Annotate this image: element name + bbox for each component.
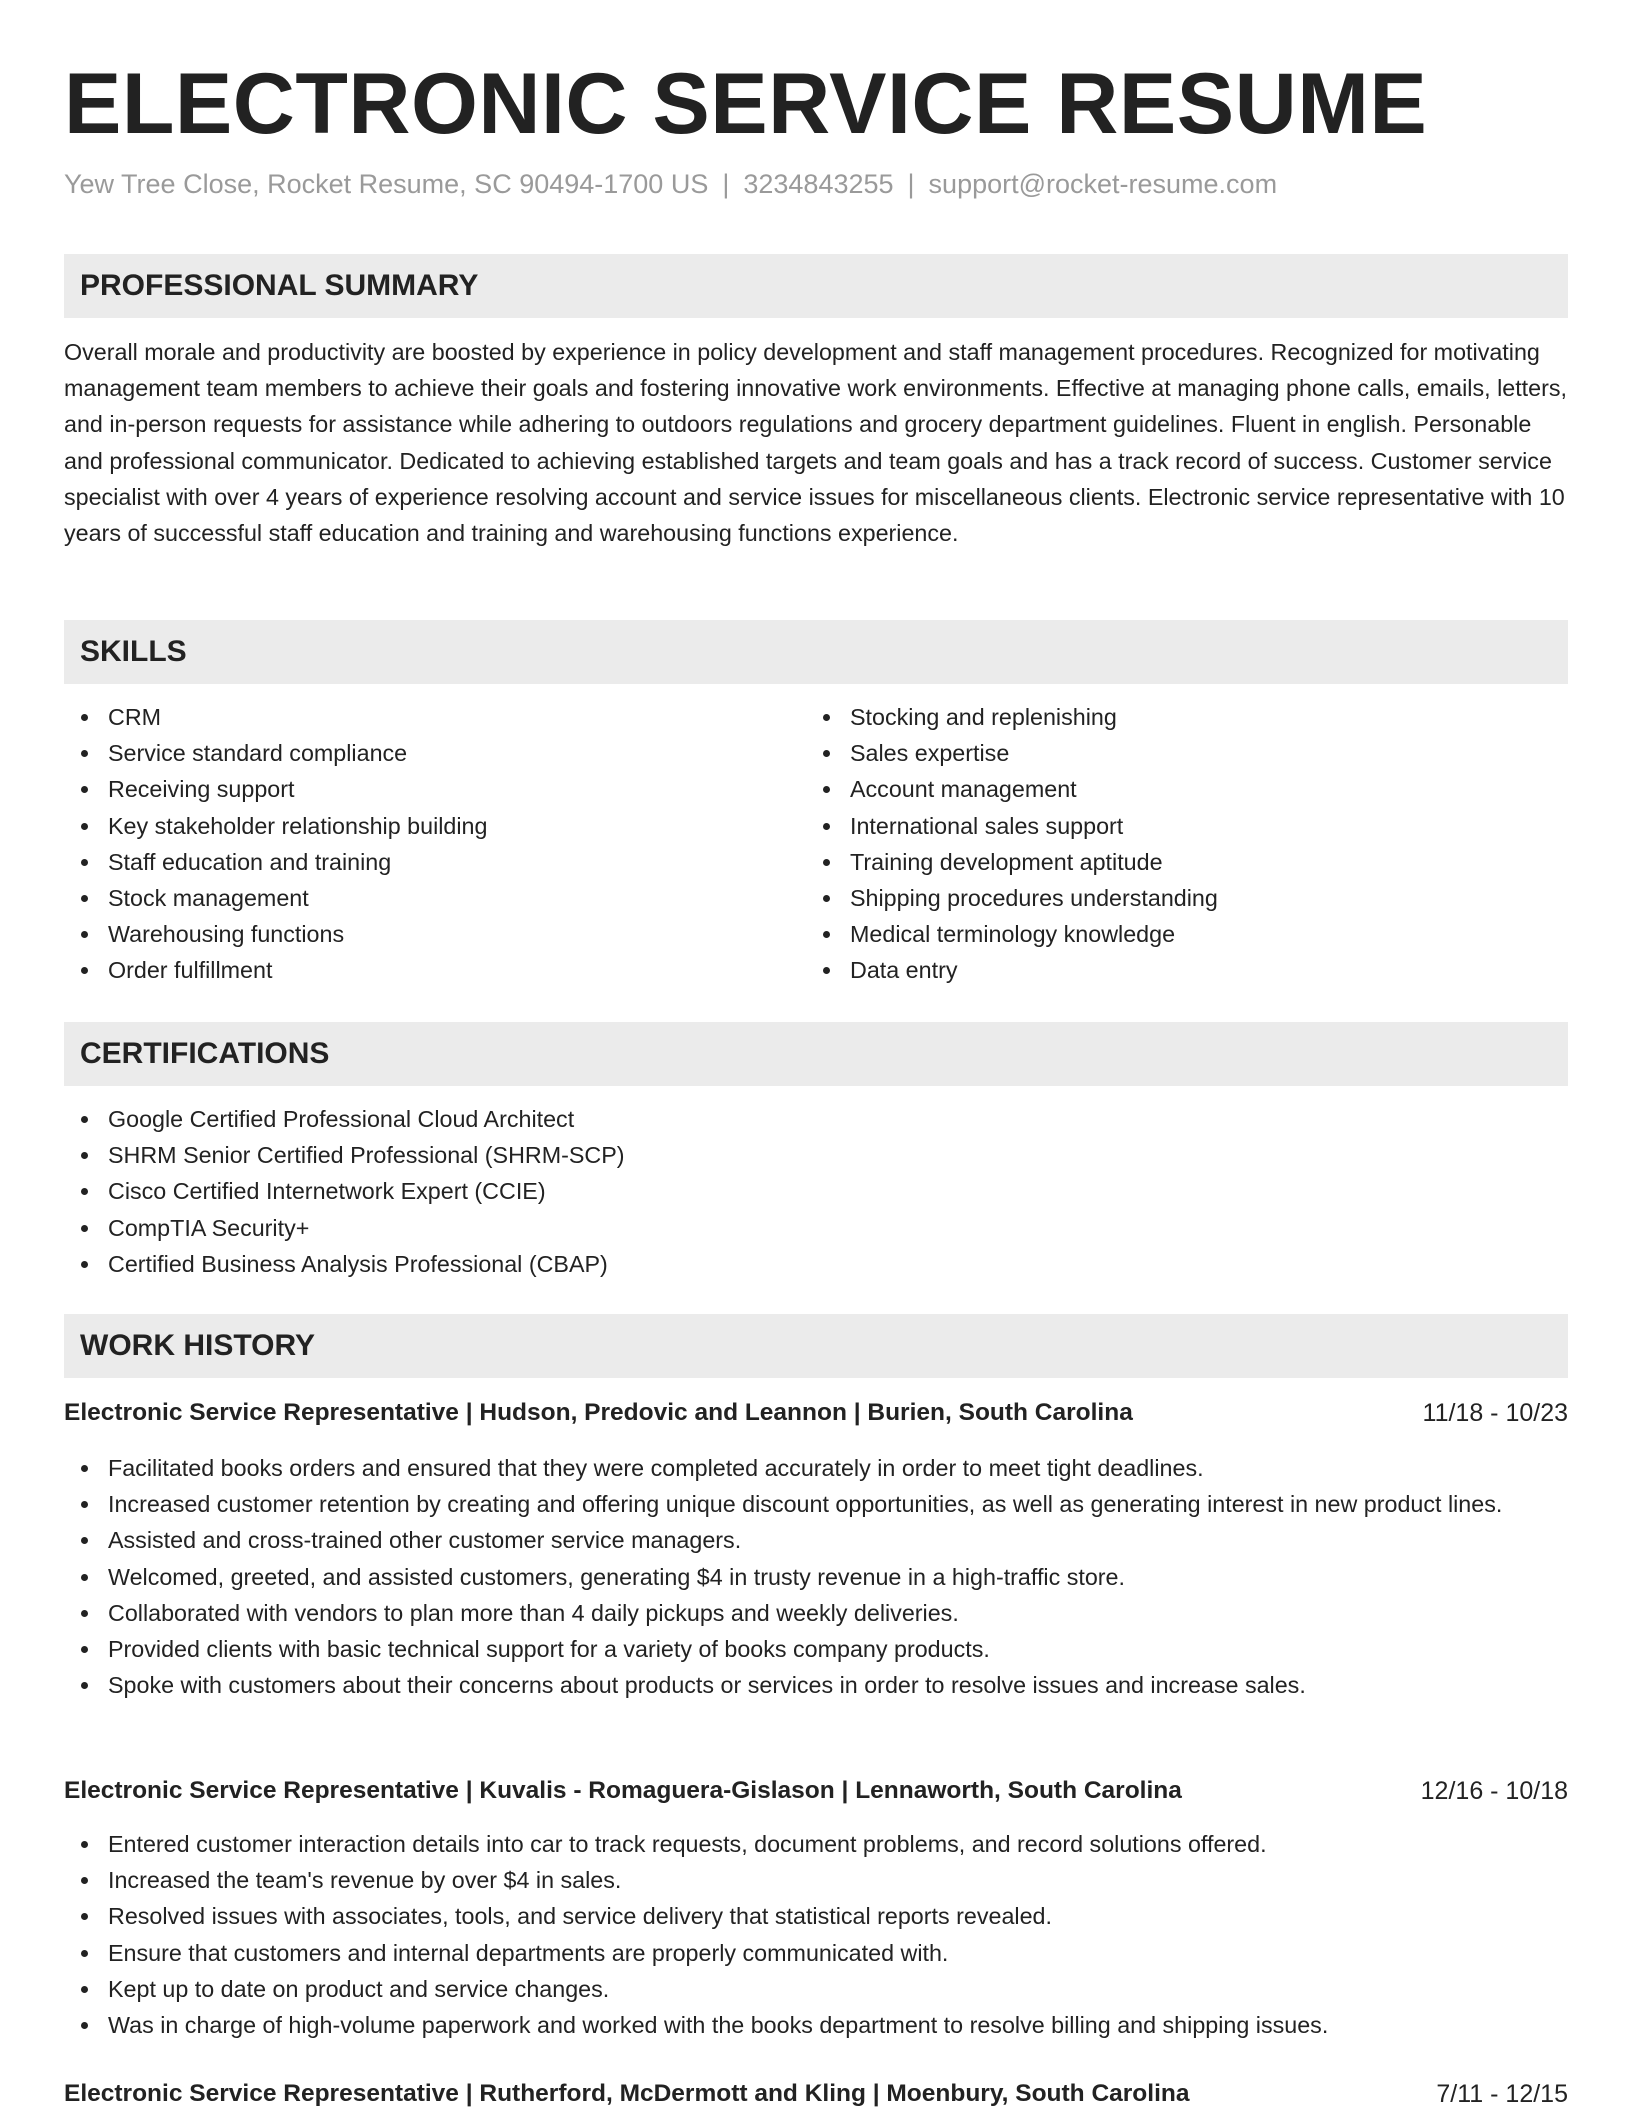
job-bullet: Increased customer retention by creating and offering unique discount opportunities, as well as generating interest in new product lines. — [64, 1486, 1568, 1522]
job-title: Electronic Service Representative | Kuvalis - Romaguera-Gislason | Lennaworth, South Carolina — [64, 1777, 1182, 1804]
job-dates: 12/16 - 10/18 — [1420, 1777, 1568, 1805]
skill-item: Warehousing functions — [64, 916, 804, 952]
certification-item: Google Certified Professional Cloud Architect — [64, 1101, 1568, 1137]
job-title: Electronic Service Representative | Rutherford, McDermott and Kling | Moenbury, South Carolina — [64, 2080, 1190, 2107]
job-bullet: Kept up to date on product and service changes. — [64, 1971, 1568, 2007]
contact-address: Yew Tree Close, Rocket Resume, SC 90494-1700 US — [64, 169, 709, 199]
job-bullet: Spoke with customers about their concerns about products or services in order to resolve issues and increase sales. — [64, 1667, 1568, 1703]
skill-item: Order fulfillment — [64, 952, 804, 988]
skills-list-left — [64, 699, 804, 989]
skill-item: Receiving support — [64, 771, 804, 807]
professional-summary-text: Overall morale and productivity are boosted by experience in policy development and staff management procedures. Recognized for motivating management team members to achieve their goals and fostering innovative work environments. Effective at managing phone calls, emails, letters, and in-person requests for assistance while adhering to outdoors regulations and grocery department guidelines. Fluent in english. Personable and professional communicator. Dedicated to achieving established targets and team goals and has a track record of success. Customer service specialist with over 4 years of experience resolving account and service issues for miscellaneous clients. Electronic service representative with 10 years of successful staff education and training and warehousing functions experience. — [64, 339, 1567, 547]
job-bullet: Provided clients with basic technical support for a variety of books company products. — [64, 1631, 1568, 1667]
skill-item: Service standard compliance — [64, 735, 804, 771]
job-dates: 7/11 - 12/15 — [1436, 2080, 1568, 2108]
job-bullet: Increased the team's revenue by over $4 in sales. — [64, 1862, 1568, 1898]
contact-email: support@rocket-resume.com — [928, 169, 1278, 199]
certification-item: SHRM Senior Certified Professional (SHRM-SCP) — [64, 1137, 1568, 1173]
skill-item: International sales support — [806, 808, 1566, 844]
certification-item: Certified Business Analysis Professional (CBAP) — [64, 1246, 1568, 1282]
skill-item: Stocking and replenishing — [806, 699, 1566, 735]
job-bullet: Ensure that customers and internal departments are properly communicated with. — [64, 1935, 1568, 1971]
job-bullet: Entered customer interaction details into car to track requests, document problems, and record solutions offered. — [64, 1826, 1568, 1862]
certification-item: Cisco Certified Internetwork Expert (CCIE) — [64, 1173, 1568, 1209]
job-bullet: Facilitated books orders and ensured that they were completed accurately in order to meet tight deadlines. — [64, 1450, 1568, 1486]
skills-heading: SKILLS — [64, 620, 1568, 684]
job-bullet: Welcomed, greeted, and assisted customers, generating $4 in trusty revenue in a high-traffic store. — [64, 1559, 1568, 1595]
job-bullet: Was in charge of high-volume paperwork and worked with the books department to resolve billing and shipping issues. — [64, 2007, 1568, 2043]
contact-phone: 3234843255 — [743, 169, 894, 199]
certifications-heading: CERTIFICATIONS — [64, 1022, 1568, 1086]
skill-item: Medical terminology knowledge — [806, 916, 1566, 952]
skills-list-right — [806, 699, 1566, 989]
job-title: Electronic Service Representative | Hudson, Predovic and Leannon | Burien, South Carolina — [64, 1399, 1133, 1426]
job-bullets — [64, 1826, 1568, 2043]
job-dates: 11/18 - 10/23 — [1422, 1399, 1568, 1427]
contact-separator: | — [722, 169, 730, 199]
skill-item: Sales expertise — [806, 735, 1566, 771]
contact-line — [64, 166, 1277, 202]
skill-item: Key stakeholder relationship building — [64, 808, 804, 844]
skill-item: Shipping procedures understanding — [806, 880, 1566, 916]
job-bullet: Collaborated with vendors to plan more than 4 daily pickups and weekly deliveries. — [64, 1595, 1568, 1631]
certification-item: CompTIA Security+ — [64, 1210, 1568, 1246]
contact-separator: | — [907, 169, 915, 199]
skill-item: CRM — [64, 699, 804, 735]
skill-item: Training development aptitude — [806, 844, 1566, 880]
job-bullet: Assisted and cross-trained other customer service managers. — [64, 1522, 1568, 1558]
job-bullets — [64, 1450, 1568, 1703]
skill-item: Staff education and training — [64, 844, 804, 880]
certifications-list — [64, 1101, 1568, 1282]
skill-item: Stock management — [64, 880, 804, 916]
skill-item: Data entry — [806, 952, 1566, 988]
work-history-heading: WORK HISTORY — [64, 1314, 1568, 1378]
job-bullet: Resolved issues with associates, tools, and service delivery that statistical reports revealed. — [64, 1898, 1568, 1934]
resume-title: ELECTRONIC SERVICE RESUME — [64, 56, 1428, 152]
professional-summary-heading: PROFESSIONAL SUMMARY — [64, 254, 1568, 318]
skill-item: Account management — [806, 771, 1566, 807]
